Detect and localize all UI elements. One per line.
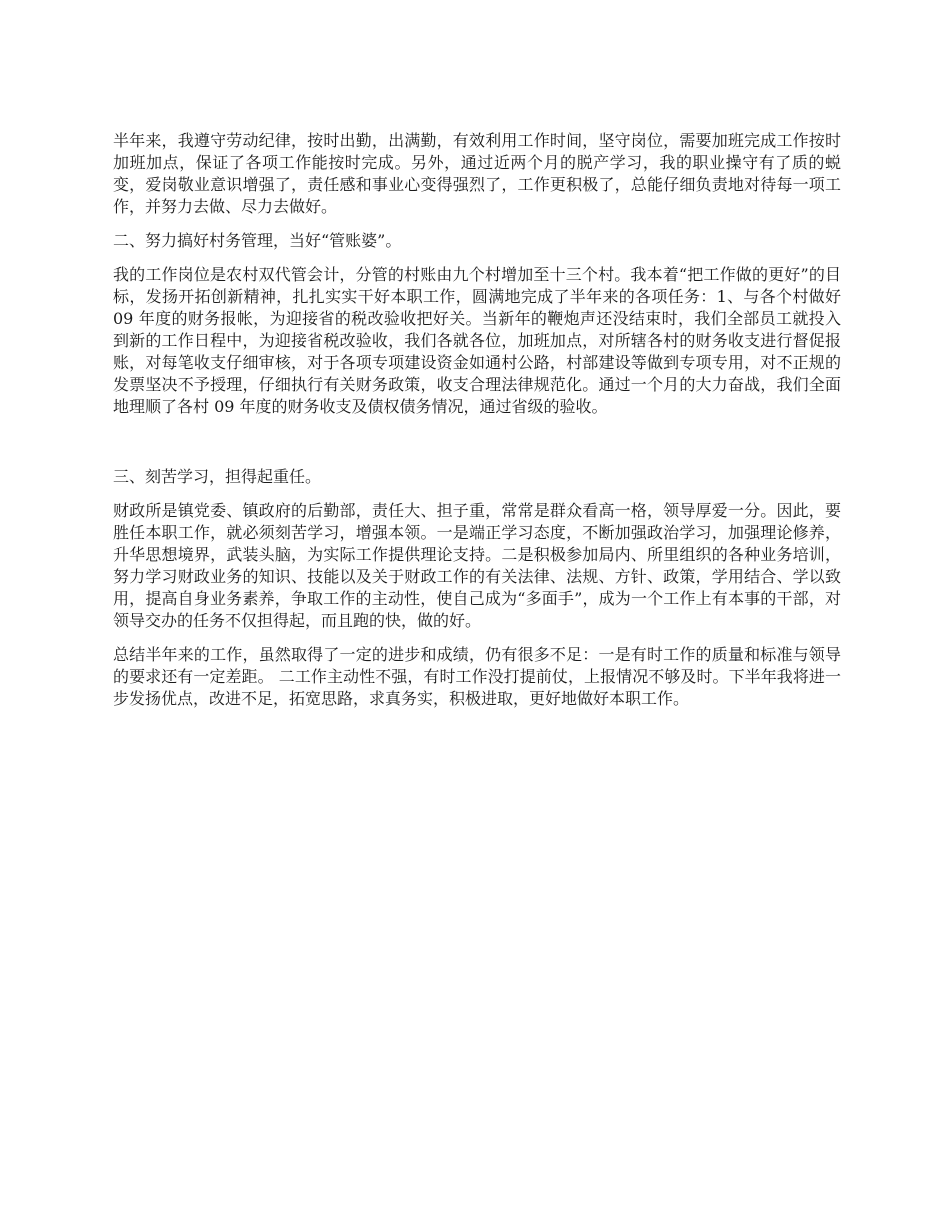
section-spacer	[113, 430, 841, 466]
section-heading-study: 三、刻苦学习，担得起重任。	[113, 467, 322, 486]
paragraph-attendance: 半年来，我遵守劳动纪律，按时出勤，出满勤，有效利用工作时间，坚守岗位，需要加班完成工作按时加班加点，保证了各项工作能按时完成。另外，通过近两个月的脱产学习，我的职业操守有了质的蜕变，爱岗敬业意识增强了，责任感和事业心变得强烈了，工作更积极了，总能仔细负责地对待每一项工作，并努力去做、尽力去做好。	[113, 131, 841, 216]
section-heading-village-affairs: 二、努力搞好村务管理，当好“管账婆”。	[113, 231, 402, 250]
paragraph-village-accounts: 我的工作岗位是农村双代管会计，分管的村账由九个村增加至十三个村。我本着“把工作做的更好”的目标，发扬开拓创新精神，扎扎实实干好本职工作，圆满地完成了半年来的各项任务：1、与各个村做好 09 年度的财务报帐，为迎接省的税改验收把好关。当新年的鞭炮声还没结束时，我们全部员工就投入到新的工作日程中，为迎接省税改验收，我们各就各位，加班加点，对所辖各村的财务收支进行督促报账，对每笔收支仔细审核，对于各项专项建设资金如通村公路，村部建设等做到专项专用，对不正规的发票坚决不予授理，仔细执行有关财务政策，收支合理法律规范化。通过一个月的大力奋战，我们全面地理顺了各村 09 年度的财务收支及债权债务情况，通过省级的验收。	[113, 265, 841, 416]
document-body	[113, 130, 841, 722]
paragraph-summary: 总结半年来的工作，虽然取得了一定的进步和成绩，仍有很多不足：一是有时工作的质量和标准与领导的要求还有一定差距。 二工作主动性不强，有时工作没打提前仗，上报情况不够及时。下半年我将进一步发扬优点，改进不足，拓宽思路，求真务实，积极进取，更好地做好本职工作。	[113, 645, 841, 708]
paragraph-study: 财政所是镇党委、镇政府的后勤部，责任大、担子重，常常是群众看高一格，领导厚爱一分。因此，要胜任本职工作，就必须刻苦学习，增强本领。一是端正学习态度，不断加强政治学习，加强理论修养，升华思想境界，武装头脑，为实际工作提供理论支持。二是积极参加局内、所里组织的各种业务培训，努力学习财政业务的知识、技能以及关于财政工作的有关法律、法规、方针、政策，学用结合、学以致用，提高自身业务素养，争取工作的主动性，使自己成为“多面手”，成为一个工作上有本事的干部，对领导交办的任务不仅担得起，而且跑的快，做的好。	[113, 501, 841, 630]
